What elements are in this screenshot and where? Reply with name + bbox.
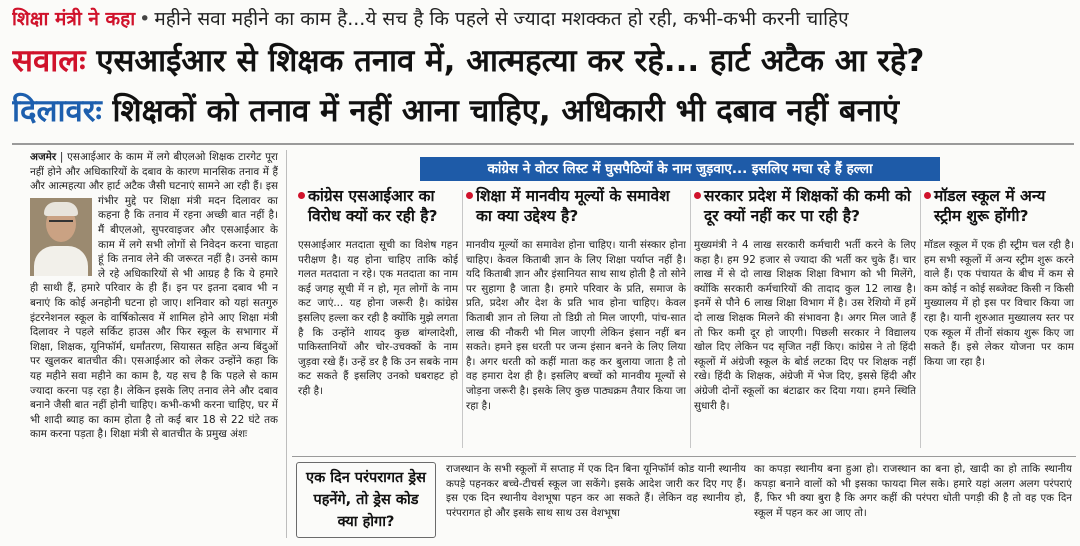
lead-text-intro: | एसआईआर के काम में लगे बीएलओ शिक्षक टारगेट पूरा नहीं होने और अधिकारियों के दबाव के कारण मानसिक तनाव में हैं और आत्महत्या और हार्ट अटैक जैसी घटनाएं सामने आ रही हैं। इस गंभीर मुद्दे पर xyxy=(30,151,278,207)
bottom-answer-part1: राजस्थान के सभी स्कूलों में सप्ताह में एक दिन बिना यूनिफॉर्म कोड यानी स्थानीय कपड़े पहनकर बच्चे-टीचर्स स्कूल जा सकेंगे। इसके आदेश जारी कर दिए गए हैं। इस एक दिन स्थानीय वेशभूषा पहन कर आ सकते हैं। लेकिन वह स्थानीय हो, परंपरागत हो और इसके साथ साथ उस वेशभूषा xyxy=(446,463,746,519)
kicker-label: शिक्षा मंत्री ने कहा xyxy=(12,8,136,30)
headline-question xyxy=(12,38,1078,84)
kicker-text: महीने सवा महीने का काम है...ये सच है कि पहले से ज्यादा मशक्कत हो रही, कभी-कभी करनी चाहिए xyxy=(154,8,849,30)
minister-photo xyxy=(30,198,92,276)
headline-answer xyxy=(12,88,1078,134)
qa-divider xyxy=(920,190,921,448)
bullet-icon xyxy=(466,192,473,199)
qa-answer: मानवीय मूल्यों का समावेश होना चाहिए। यानी संस्कार होना चाहिए। केवल किताबी ज्ञान के लिए शिक्षा पर्याप्त नहीं है। यदि किताबी ज्ञान और इंसानियत साथ साथ होती है तो सोने पर सुहागा है जाता है। हमारे परिवार के प्रति, समाज के प्रति, प्रदेश और देश के प्रति भाव होना चाहिए। केवल किताबी ज्ञान तो लिया तो डिग्री तो मिल जाएगी, पांच-सात लाख की नौकरी भी मिल जाएगी लेकिन इंसान नहीं बन सकते। हमने इस धरती पर जन्म इंसान बनने के लिए लिया है। अगर धरती को कहीं माता कह कर बुलाया जाता है तो वह हमारा देश ही है। इसलिए बच्चों को मानवीय मूल्यों से जोड़ना जरूरी है। इसके लिए कुछ पाठ्यक्रम तैयार किया जा रहा है। xyxy=(466,239,686,412)
kicker-line xyxy=(12,4,1072,34)
qa-item xyxy=(466,186,686,452)
headline-answer-text: शिक्षकों को तनाव में नहीं आना चाहिए, अधिकारी भी दबाव नहीं बनाएं xyxy=(112,93,899,129)
qa-answer: मॉडल स्कूल में एक ही स्ट्रीम चल रही है। हम सभी स्कूलों में अन्य स्ट्रीम शुरू करने वाले हैं। एक पंचायत के बीच में कम से कम कोई न कोई सब्जेक्ट किसी न किसी मुख्यालय में हो इस पर विचार किया जा रहा है। यानी शुरुआत मुख्यालय स्तर पर एक स्कूल में तीनों संकाय शुरू किए जा सकते हैं। इसे लेकर योजना पर काम किया जा रहा है। xyxy=(924,239,1074,368)
lead-article xyxy=(30,150,278,540)
qa-item xyxy=(694,186,916,452)
top-divider xyxy=(12,143,1074,145)
bullet-icon xyxy=(924,192,931,199)
banner-strip: कांग्रेस ने वोटर लिस्ट में घुसपैठियों के नाम जुड़वाए... इसलिए मचा रहे हैं हल्ला xyxy=(420,157,940,181)
qa-divider xyxy=(690,190,691,448)
qa-question: सरकार प्रदेश में शिक्षकों की कमी को दूर क्यों नहीं कर पा रही है? xyxy=(694,186,916,232)
qa-divider xyxy=(462,190,463,448)
mid-divider xyxy=(292,456,1076,457)
bottom-answer-part2: का कपड़ा स्थानीय बना हुआ हो। राजस्थान का बना हो, खादी का हो ताकि स्थानीय कपड़ा बनाने वालों को भी इसका फायदा मिल सके। हमारे यहां अलग अलग परंपराएं हैं, फिर भी क्या बुरा है कि अगर कहीं की परंपरा धोती पगड़ी की है तो वह एक दिन स्कूल में पहन कर आ जाए तो। xyxy=(754,463,1072,519)
bottom-question: एक दिन परंपरागत ड्रेस पहनेंगे, तो ड्रेस कोड क्या होगा? xyxy=(296,462,436,538)
kicker-bullet: • xyxy=(139,8,151,30)
headline-question-text: एसआईआर से शिक्षक तनाव में, आत्महत्या कर रहे... हार्ट अटैक आ रहे? xyxy=(96,43,925,79)
dateline: अजमेर xyxy=(30,151,57,163)
qa-item xyxy=(924,186,1074,452)
bullet-icon xyxy=(694,192,701,199)
headline-question-label: सवालः xyxy=(12,43,86,79)
qa-answer: एसआईआर मतदाता सूची का विशेष गहन परीक्षण है। यह होना चाहिए ताकि कोई गलत मतदाता न रहे। एक मतदाता का नाम कई जगह सूची में न हो, मृत लोगों के नाम कट जाएं... यह होना जरूरी है। कांग्रेस इसलिए हल्ला कर रही है क्योंकि मुझे लगता है कि उन्होंने शायद कुछ बांग्लादेशी, पाकिस्तानियों और चोर-उचक्कों के नाम जुड़वा रखे हैं। उन्हें डर है कि उन सबके नाम कट सकते हैं इसलिए उनको घबराहट हो रही है। xyxy=(298,239,458,397)
qa-answer: मुख्यमंत्री ने 4 लाख सरकारी कर्मचारी भर्ती करने के लिए कहा है। हम 92 हजार से ज्यादा की भर्ती कर चुके हैं। चार लाख में से दो लाख शिक्षक शिक्षा विभाग को भी मिलेंगे, क्योंकि सरकारी कर्मचारियों की तादाद कुल 12 लाख है। इनमें से पौने 6 लाख शिक्षा विभाग में है। उस रेशियो में हमें दो लाख शिक्षक मिलने की संभावना है। अगर मिल जाते हैं तो फिर कमी दूर हो जाएगी। पिछली सरकार ने विद्यालय खोल दिए लेकिन पद सृजित नहीं किए। कांग्रेस ने तो हिंदी स्कूलों में अंग्रेजी स्कूल के बोर्ड लटका दिए पर शिक्षक नहीं रखे। हिंदी के शिक्षक, अंग्रेजी में भेज दिए, इससे हिंदी और अंग्रेजी दोनों स्कूलों का बंटाढार कर दिया गया। हमने स्थिति सुधारी है। xyxy=(694,239,916,412)
qa-question: कांग्रेस एसआईआर का विरोध क्यों कर रही है? xyxy=(298,186,458,232)
column-divider xyxy=(286,150,287,538)
qa-section xyxy=(292,186,1076,456)
qa-question: मॉडल स्कूल में अन्य स्ट्रीम शुरू होंगी? xyxy=(924,186,1074,232)
bullet-icon xyxy=(298,192,305,199)
qa-question: शिक्षा में मानवीय मूल्यों के समावेश का क्या उद्देश्य है? xyxy=(466,186,686,232)
qa-item xyxy=(298,186,458,452)
headline-answer-label: दिलावरः xyxy=(12,93,102,129)
lead-text-body: शिक्षा मंत्री मदन दिलावर का कहना है कि तनाव में रहना अच्छी बात नहीं है। मैं बीएलओ, सुपरवाइजर और एसआईआर के काम में लगे सभी लोगों से निवेदन करना चाहता हूं कि तनाव लेने की जरूरत नहीं है। उनसे काम ले रहे अधिकारियों से भी आग्रह है कि ये हमारे ही साथी हैं, हमारे परिवार के ही हैं। इन पर इतना दबाव भी न बनाएं कि कोई अनहोनी घटना हो जाए। शनिवार को यहां सतगुरु इंटरनेशनल स्कूल के वार्षिकोत्सव में शामिल होने आए शिक्षा मंत्री दिलावर ने पहले सर्किट हाउस और फिर स्कूल के सभागार में शिक्षा, शिक्षक, यूनिफॉर्म, धर्मांतरण, सियासत सहित अन्य बिंदुओं पर खुलकर बातचीत की। एसआईआर को लेकर उन्होंने कहा कि यह महीने सवा महीने का काम है, यह सच है कि पहले से काम ज्यादा करना पड़ रहा है। लेकिन इसके लिए तनाव लेने और दबाव बनाने जैसी बात नहीं होनी चाहिए। कभी-कभी करना चाहिए, घर में भी शादी ब्याह का काम होता है तो कई बार 18 से 22 घंटे तक काम करना पड़ता है। शिक्षा मंत्री से बातचीत के प्रमुख अंशः xyxy=(30,194,278,441)
